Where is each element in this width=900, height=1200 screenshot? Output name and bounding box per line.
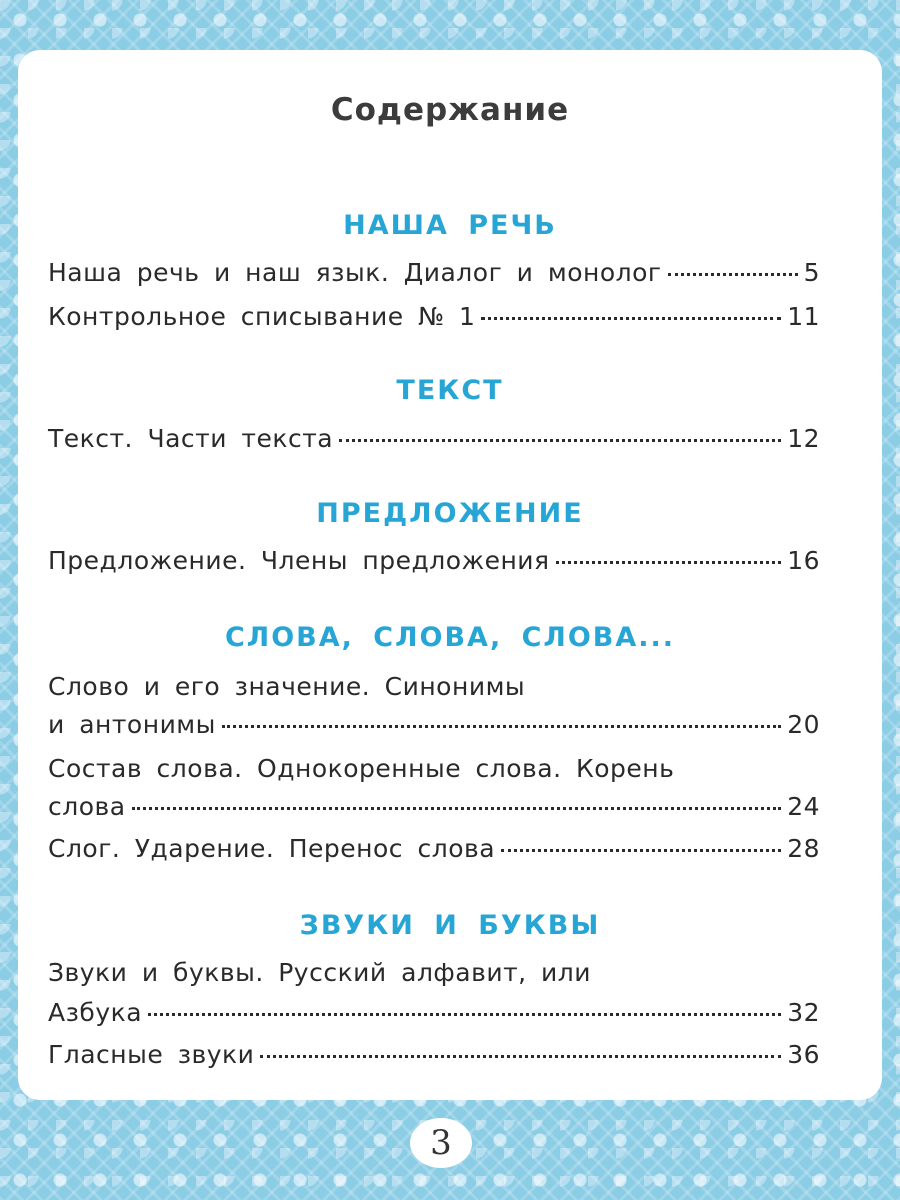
toc-entry-label: Наша речь и наш язык. Диалог и монолог bbox=[48, 258, 662, 287]
toc-entry[interactable] bbox=[48, 302, 820, 331]
toc-entry-label: Гласные звуки bbox=[48, 1040, 255, 1069]
dot-leader bbox=[222, 725, 781, 728]
toc-entry[interactable] bbox=[48, 792, 820, 821]
toc-entry-label: слова bbox=[48, 792, 126, 821]
toc-entry[interactable] bbox=[48, 834, 820, 863]
toc-entry-label: Контрольное списывание № 1 bbox=[48, 302, 476, 331]
toc-entry-label: Текст. Части текста bbox=[48, 424, 334, 453]
toc-entry[interactable] bbox=[48, 258, 820, 287]
toc-entry-page: 24 bbox=[787, 792, 820, 821]
toc-entry-page: 36 bbox=[787, 1040, 820, 1069]
dot-leader bbox=[339, 439, 781, 442]
toc-entry-label: и антонимы bbox=[48, 710, 216, 739]
toc-entry-page: 11 bbox=[787, 302, 820, 331]
section-heading-predlozhenie: ПРЕДЛОЖЕНИЕ bbox=[316, 498, 584, 529]
toc-entry-page: 12 bbox=[787, 424, 820, 453]
section-heading-tekst: ТЕКСТ bbox=[396, 375, 504, 406]
toc-entry-label: Слог. Ударение. Перенос слова bbox=[48, 834, 496, 863]
toc-entry[interactable] bbox=[48, 546, 820, 575]
dot-leader bbox=[132, 807, 782, 810]
toc-entry-page: 16 bbox=[787, 546, 820, 575]
toc-entry-page: 32 bbox=[787, 998, 820, 1027]
toc-entry-first-line: Слово и его значение. Синонимы bbox=[48, 672, 526, 701]
toc-entry[interactable] bbox=[48, 710, 820, 739]
toc-entry-label: Предложение. Члены предложения bbox=[48, 546, 550, 575]
toc-entry-page: 5 bbox=[803, 258, 820, 287]
page-title: Содержание bbox=[330, 92, 570, 128]
section-heading-nasha-rech: НАША РЕЧЬ bbox=[343, 210, 557, 241]
toc-entry[interactable] bbox=[48, 1040, 820, 1069]
toc-entry-first-line: Состав слова. Однокоренные слова. Корень bbox=[48, 754, 675, 783]
dot-leader bbox=[501, 849, 781, 852]
page-number: 3 bbox=[410, 1118, 472, 1168]
dot-leader bbox=[556, 561, 782, 564]
toc-entry[interactable] bbox=[48, 998, 820, 1027]
toc-entry-page: 28 bbox=[787, 834, 820, 863]
toc-entry-first-line: Звуки и буквы. Русский алфавит, или bbox=[48, 958, 592, 987]
dot-leader bbox=[148, 1013, 781, 1016]
dot-leader bbox=[481, 317, 781, 320]
dot-leader bbox=[260, 1055, 781, 1058]
toc-entry[interactable] bbox=[48, 424, 820, 453]
toc-entry-label: Азбука bbox=[48, 998, 143, 1027]
section-heading-zvuki: ЗВУКИ И БУКВЫ bbox=[299, 910, 601, 941]
content-page bbox=[18, 50, 882, 1100]
toc-entry-page: 20 bbox=[787, 710, 820, 739]
section-heading-slova: СЛОВА, СЛОВА, СЛОВА... bbox=[224, 622, 676, 653]
dot-leader bbox=[668, 273, 798, 276]
